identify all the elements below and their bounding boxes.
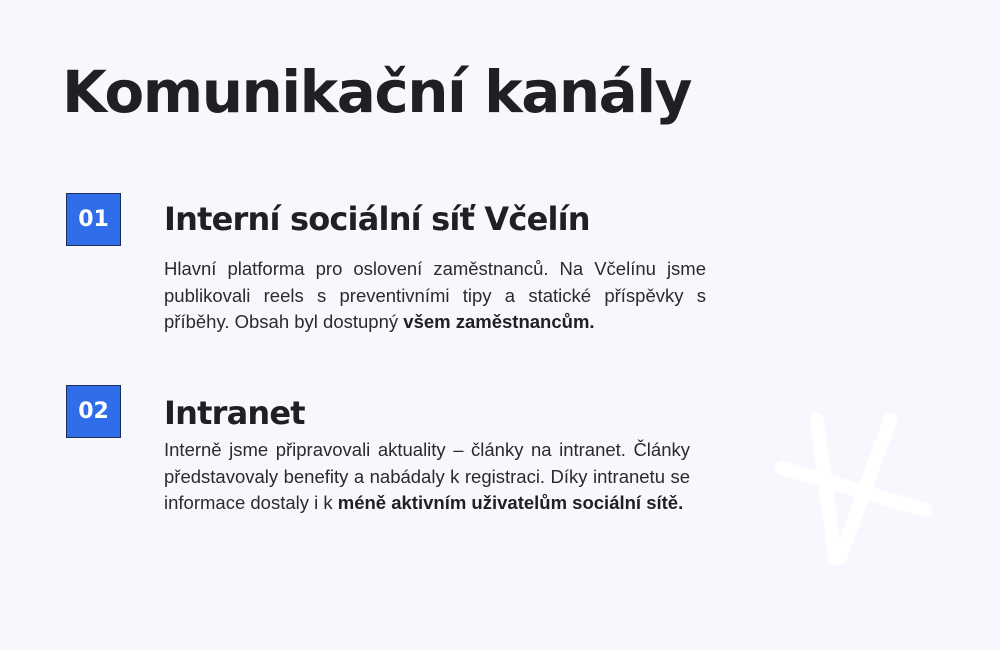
item-description [164, 256, 706, 336]
item-heading: Interní sociální síť Včelín [164, 200, 590, 238]
item-description-highlight: všem zaměstnancům. [403, 311, 595, 332]
item-description-text: Hlavní platforma pro oslovení zaměstnanců. Na Včelínu jsme publikovali reels s preventivními tipy a statické příspěvky s příběhy. Obsah byl dostupný [164, 258, 706, 332]
item-description-text: Interně jsme připravovali aktuality – články na intranet. Články představovaly benefity a nabádaly k registraci. Díky intranetu se informace dostaly i k [164, 439, 690, 513]
asterisk-icon [770, 408, 936, 570]
page-title: Komunikační kanály [62, 58, 691, 126]
item-number-badge: 02 [66, 385, 121, 438]
item-description-highlight: méně aktivním uživatelům sociální sítě. [337, 492, 684, 513]
item-description [164, 437, 690, 517]
item-heading: Intranet [164, 394, 305, 432]
item-number-badge: 01 [66, 193, 121, 246]
